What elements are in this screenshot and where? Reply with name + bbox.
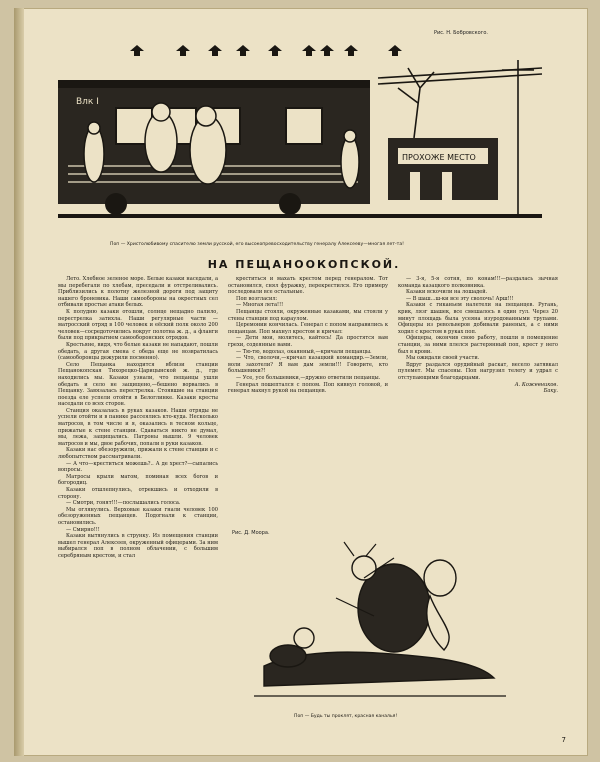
paragraph: Генерал пошептался с попом. Поп кивнул головой, и генерал махнул рукой на пещанцев. <box>228 381 388 395</box>
wagon-label: Влк I <box>76 97 99 107</box>
top-illustration-caption: Поп — Христолюбивому спасителю земли русской, его высокопревосходительству генералу Алексееву—многая лет-та! <box>110 242 404 247</box>
paragraph: Село Пещанка находится вблизи станции Пещанокопская Тихорецко-Царицынской ж. д., где находились мы. Казаки узнали, что пещанцы ушли обедать и село не защищено,—бешено ворвались в Пещанку. Завязалась перестрелка. Стоявшие на станции поезда еле успели отойти в Белоглинке. Казаки кресты наседали со всех сторон. <box>58 361 218 408</box>
paragraph: Вдруг раздался орудийный раскат, весело затявкал пулемет. Мы спасены. Поп нагрузил телегу и удрал с отступающими благодарцами. <box>398 361 558 381</box>
magazine-page <box>14 8 588 756</box>
paragraph: — Смирно!!! <box>66 526 100 533</box>
paragraph: Казаки отшлепнулись, отрекшись и отходили в сторону. <box>58 487 218 500</box>
priest-curse-illustration <box>244 538 514 708</box>
page-spine <box>14 8 24 756</box>
paragraph: — Смотри, гонят!!!—послышались голоса. <box>66 500 181 507</box>
paragraph: Матросы крыли матом, поминая всех богов и богородиц. <box>58 473 218 487</box>
paragraph: Мы оглянулись. Верховые казаки гнали человек 100 обезоруженных пещанцев. Подогнали к станции, остановились. <box>58 506 218 526</box>
bottom-illustration-credit: Рис. Д. Моора. <box>232 530 270 536</box>
paragraph: Мы ожидали своей участи. <box>406 355 480 362</box>
paragraph: — Дети мои, молитесь, кайтесь! Да простятся вам грехи, содеянные вами. <box>228 335 388 348</box>
paragraph: Казаки вытянулись в струнку. Из помещения станции вышел генерал Алексеев, окруженный офицерами. За ним выбирался поп в полном облачении, с большим серебряным крестом, и стал <box>58 533 218 559</box>
paragraph: Лето. Хлебное зеленое море. Белые казаки наседали, а мы перебегали по хлебам, преседали и отстреливались. Приблизились к полотну железной дороги под защиту нашего броневика. Наши самообороны на окрестных сел отбивали простые атаки белых. <box>58 276 218 309</box>
article-column-2 <box>228 276 388 395</box>
paragraph: Церемонии кончилась. Генерал с попом направились к пещанцам. Поп махнул крестом и кричал: <box>228 322 388 335</box>
paragraph: Казаки вскочили на лошадей. <box>406 289 488 296</box>
top-illustration-credit: Рис. Н. Бобровского. <box>434 30 488 36</box>
paragraph: — Тю-тю, водолаз, окаянный,—кричали пещанцы. <box>236 348 372 355</box>
bottom-illustration-caption: Поп — Будь ты проклят, красная каналья! <box>294 714 398 719</box>
paragraph: Казаки нас обезоружили, прижали к стене станции и с любопытством рассматривали. <box>58 447 218 461</box>
paragraph: Станция оказалась в руках казаков. Наши отряды не успели отойти и в панике рассеялись кто-куда. Несколько матросов, в том числе и я, оказались в тесном кольце, прижатые к стене станции. Сдаваться никто не думал, мы, лежа, защищались. Патроны вышли. 9 человек матросов и мы, двое рабочих, попали в руки казаков. <box>58 407 218 447</box>
paragraph: К полудню казаки отошли, солнце нещадно палило, перестрелка затихла. Наши регулярные части — матросский отряд в 100 человек и еёский полк около 200 человек—сосредоточились вокруг полотна ж. д., а фланги были под прикрытием самооборонских отрядов. <box>58 308 218 342</box>
article-column-3 <box>398 276 558 395</box>
paragraph: — Что, сволочи,—кричал казацкий командир.—Земли, воли захотели? Я вам дам земли!!! Говорите, кто большевики?! <box>228 355 388 375</box>
page-number: 7 <box>561 736 566 744</box>
paragraph: — В шаш...ш-ки все эту сволочь! Арш!!! <box>406 295 514 302</box>
author-place: Баку. <box>543 388 558 395</box>
train-station-illustration <box>58 58 542 238</box>
paragraph: — 3-я, 5-я сотня, по конам!!!—раздалась зычная команда казацкого полковника. <box>398 276 558 289</box>
decorative-banner <box>58 42 542 56</box>
paragraph: Казаки с гиканьем налетели на пещанцев. Ругань, крик, лязг шашек, все смешалось в один гул. Через 20 минут площадь была усеяна изуродованными трупами. Офицеры из револьверов добивали раненых, а с ними ходил с крестом в руках поп. <box>398 302 558 335</box>
paragraph: креститься и махать крестом перед генералом. Тот остановился, снял фуражку, перекрестился. Его примеру последовали все остальные. <box>228 276 388 296</box>
article-column-1 <box>58 276 218 560</box>
station-sign: ПРОХОЖЕ МЕСТО <box>402 153 476 162</box>
article-headline: НА ПЕЩАНООКОПСКОЙ. <box>207 258 401 271</box>
paragraph: Крестьяне, видя, что белые казаки не нападают, пошли обедать, а другая смена с обеда еще не возвратилась (самооборонцы дежурили посменно). <box>58 341 218 362</box>
paragraph: — Многая лета!!! <box>236 302 284 309</box>
paragraph: — А что—креститься можешь?.. А де хрест?—сыпались вопросы. <box>58 460 218 474</box>
paragraph: Пещанцы стояли, окруженные казаками, мы стояли у стены станции под караулом. <box>228 308 388 322</box>
paragraph: Поп возгласил: <box>236 295 278 302</box>
author-signature: А. Кожевников. <box>514 381 558 388</box>
paragraph: — Усе, усе большевики,—дружно ответили пещанцы. <box>236 374 381 381</box>
paragraph: Офицеры, окончив свою работу, пошли в помещение станции, за ними плелся растерянный поп, крест у него был в крови. <box>398 335 558 355</box>
